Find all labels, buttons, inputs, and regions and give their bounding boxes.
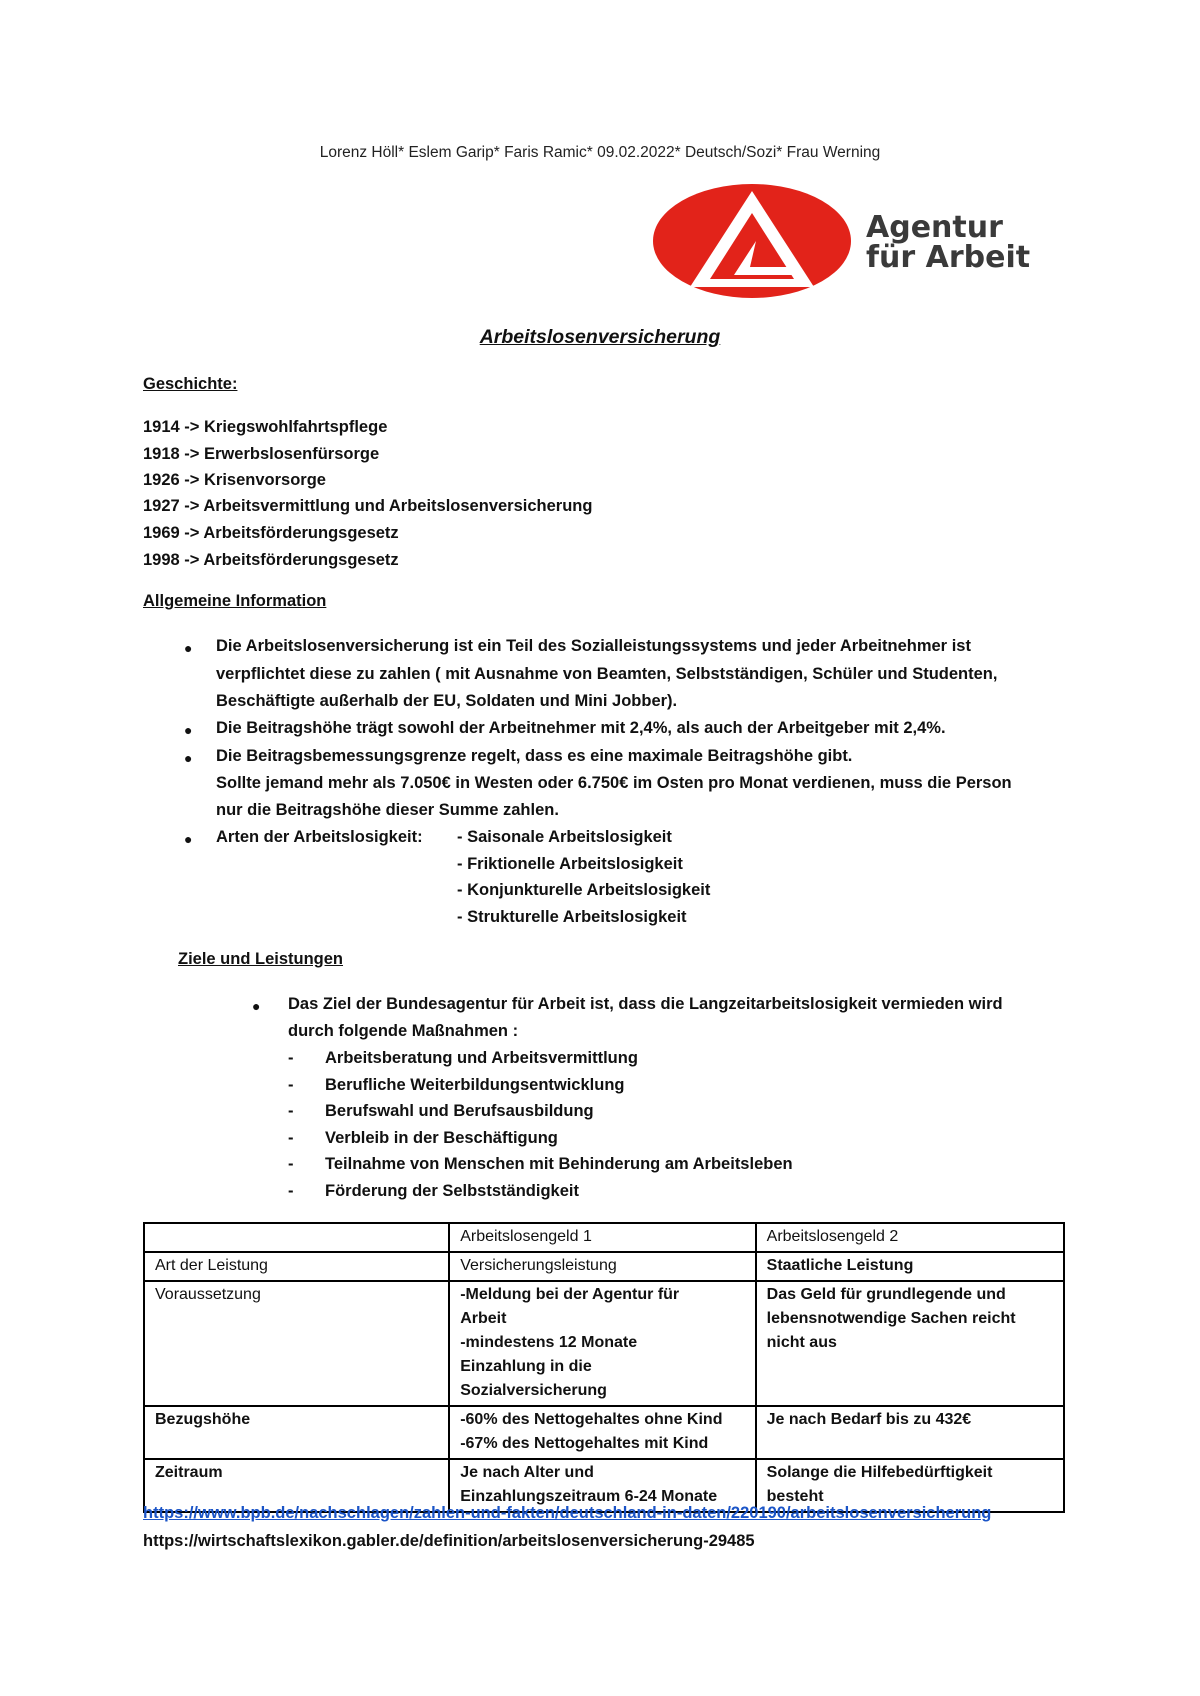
cell-line: Versicherungsleistung — [460, 1257, 617, 1274]
table-cell-alg2 — [756, 1252, 1064, 1281]
table-header-cell: Arbeitslosengeld 1 — [449, 1223, 755, 1252]
unemployment-type: - Konjunkturelle Arbeitslosigkeit — [457, 881, 711, 899]
table-row-label: Bezugshöhe — [144, 1406, 449, 1459]
general-b1-line: verpflichtet diese zu zahlen ( mit Ausnahme von Beamten, Selbstständigen, Schüler und Studenten, — [216, 665, 998, 683]
table-cell-alg2 — [756, 1406, 1064, 1459]
logo-text-line2: für Arbeit — [866, 240, 1031, 275]
page-title: Arbeitslosenversicherung — [479, 326, 721, 348]
cell-line: -mindestens 12 Monate — [460, 1334, 638, 1351]
cell-line: -60% des Nettogehaltes ohne Kind — [460, 1411, 723, 1428]
history-item: 1998 -> Arbeitsförderungsgesetz — [143, 551, 399, 569]
cell-line: lebensnotwendige Sachen reicht — [766, 1310, 1016, 1327]
bullet-icon: ● — [184, 640, 193, 656]
logo-text — [866, 210, 1031, 275]
table-row-label: Art der Leistung — [144, 1252, 449, 1281]
cell-line: Einzahlungszeitraum 6-24 Monate — [460, 1488, 718, 1505]
dash-marker: - — [288, 1182, 294, 1200]
cell-line: Solange die Hilfebedürftigkeit — [766, 1464, 993, 1481]
bullet-icon: ● — [252, 998, 261, 1014]
logo-text-line1: Agentur — [866, 210, 1003, 245]
goals-intro-line: durch folgende Maßnahmen : — [288, 1022, 519, 1040]
bullet-icon: ● — [184, 750, 193, 766]
unemployment-type: - Saisonale Arbeitslosigkeit — [457, 828, 672, 846]
cell-line: Staatliche Leistung — [766, 1257, 914, 1274]
history-item: 1926 -> Krisenvorsorge — [143, 471, 326, 489]
measure-item: Berufswahl und Berufsausbildung — [325, 1102, 594, 1120]
header-line: Lorenz Höll* Eslem Garip* Faris Ramic* 09.02.2022* Deutsch/Sozi* Frau Werning — [319, 144, 881, 161]
measure-item: Teilnahme von Menschen mit Behinderung am Arbeitsleben — [325, 1155, 793, 1173]
history-heading: Geschichte: — [143, 375, 238, 393]
measure-item: Arbeitsberatung und Arbeitsvermittlung — [325, 1049, 638, 1067]
table-header-cell — [144, 1223, 449, 1252]
table-cell-alg1 — [449, 1252, 755, 1281]
general-b1-line: Die Arbeitslosenversicherung ist ein Teil des Sozialleistungssystems und jeder Arbeitnehmer ist — [216, 637, 971, 655]
general-b3-line: Sollte jemand mehr als 7.050€ in Westen oder 6.750€ im Osten pro Monat verdienen, muss die Person — [216, 774, 1012, 792]
unemployment-type: - Strukturelle Arbeitslosigkeit — [457, 908, 687, 926]
measure-item: Förderung der Selbstständigkeit — [325, 1182, 579, 1200]
agentur-fuer-arbeit-logo — [652, 183, 1056, 299]
table-row — [144, 1281, 1064, 1406]
cell-line: Arbeit — [460, 1310, 507, 1327]
dash-marker: - — [288, 1155, 294, 1173]
table-cell-alg1 — [449, 1406, 755, 1459]
table-row-label: Zeitraum — [144, 1459, 449, 1512]
dash-marker: - — [288, 1129, 294, 1147]
cell-line: -Meldung bei der Agentur für — [460, 1286, 680, 1303]
goals-heading: Ziele und Leistungen — [178, 950, 344, 968]
benefits-table — [143, 1222, 1065, 1513]
cell-line: Je nach Alter und — [460, 1464, 594, 1481]
cell-line: nicht aus — [766, 1334, 837, 1351]
general-b3-line: Die Beitragsbemessungsgrenze regelt, dass es eine maximale Beitragshöhe gibt. — [216, 747, 853, 765]
general-b2-line: Die Beitragshöhe trägt sowohl der Arbeitnehmer mit 2,4%, als auch der Arbeitgeber mit 2,4%. — [216, 719, 946, 737]
history-item: 1918 -> Erwerbslosenfürsorge — [143, 445, 380, 463]
dash-marker: - — [288, 1076, 294, 1094]
table-header-row — [144, 1223, 1064, 1252]
cell-line: besteht — [766, 1488, 824, 1505]
measure-item: Verbleib in der Beschäftigung — [325, 1129, 558, 1147]
logo-emblem-icon — [652, 183, 852, 299]
source-link-bpb[interactable]: https://www.bpb.de/nachschlagen/zahlen-und-fakten/deutschland-in-daten/220190/arbeitslosenversicherung — [143, 1504, 992, 1522]
general-b4-label: Arten der Arbeitslosigkeit: — [216, 828, 423, 846]
cell-line: Einzahlung in die — [460, 1358, 592, 1375]
table-row — [144, 1252, 1064, 1281]
history-item: 1969 -> Arbeitsförderungsgesetz — [143, 524, 399, 542]
source-url-gabler: https://wirtschaftslexikon.gabler.de/definition/arbeitslosenversicherung-29485 — [143, 1532, 755, 1550]
table-row — [144, 1406, 1064, 1459]
general-b3-line: nur die Beitragshöhe dieser Summe zahlen. — [216, 801, 559, 819]
table-cell-alg1 — [449, 1281, 755, 1406]
dash-marker: - — [288, 1049, 294, 1067]
general-b1-line: Beschäftigte außerhalb der EU, Soldaten und Mini Jobber). — [216, 692, 678, 710]
history-item: 1927 -> Arbeitsvermittlung und Arbeitslosenversicherung — [143, 497, 593, 515]
table-cell-alg2 — [756, 1281, 1064, 1406]
cell-line: Je nach Bedarf bis zu 432€ — [766, 1411, 972, 1428]
cell-line: -67% des Nettogehaltes mit Kind — [460, 1435, 709, 1452]
unemployment-type: - Friktionelle Arbeitslosigkeit — [457, 855, 683, 873]
bullet-icon: ● — [184, 831, 193, 847]
table-row-label: Voraussetzung — [144, 1281, 449, 1406]
dash-marker: - — [288, 1102, 294, 1120]
measure-item: Berufliche Weiterbildungsentwicklung — [325, 1076, 625, 1094]
cell-line: Das Geld für grundlegende und — [766, 1286, 1006, 1303]
history-item: 1914 -> Kriegswohlfahrtspflege — [143, 418, 388, 436]
bullet-icon: ● — [184, 722, 193, 738]
cell-line: Sozialversicherung — [460, 1382, 607, 1399]
general-heading: Allgemeine Information — [143, 592, 327, 610]
table-header-cell: Arbeitslosengeld 2 — [756, 1223, 1064, 1252]
goals-intro-line: Das Ziel der Bundesagentur für Arbeit ist, dass die Langzeitarbeitslosigkeit vermieden wird — [288, 995, 1003, 1013]
